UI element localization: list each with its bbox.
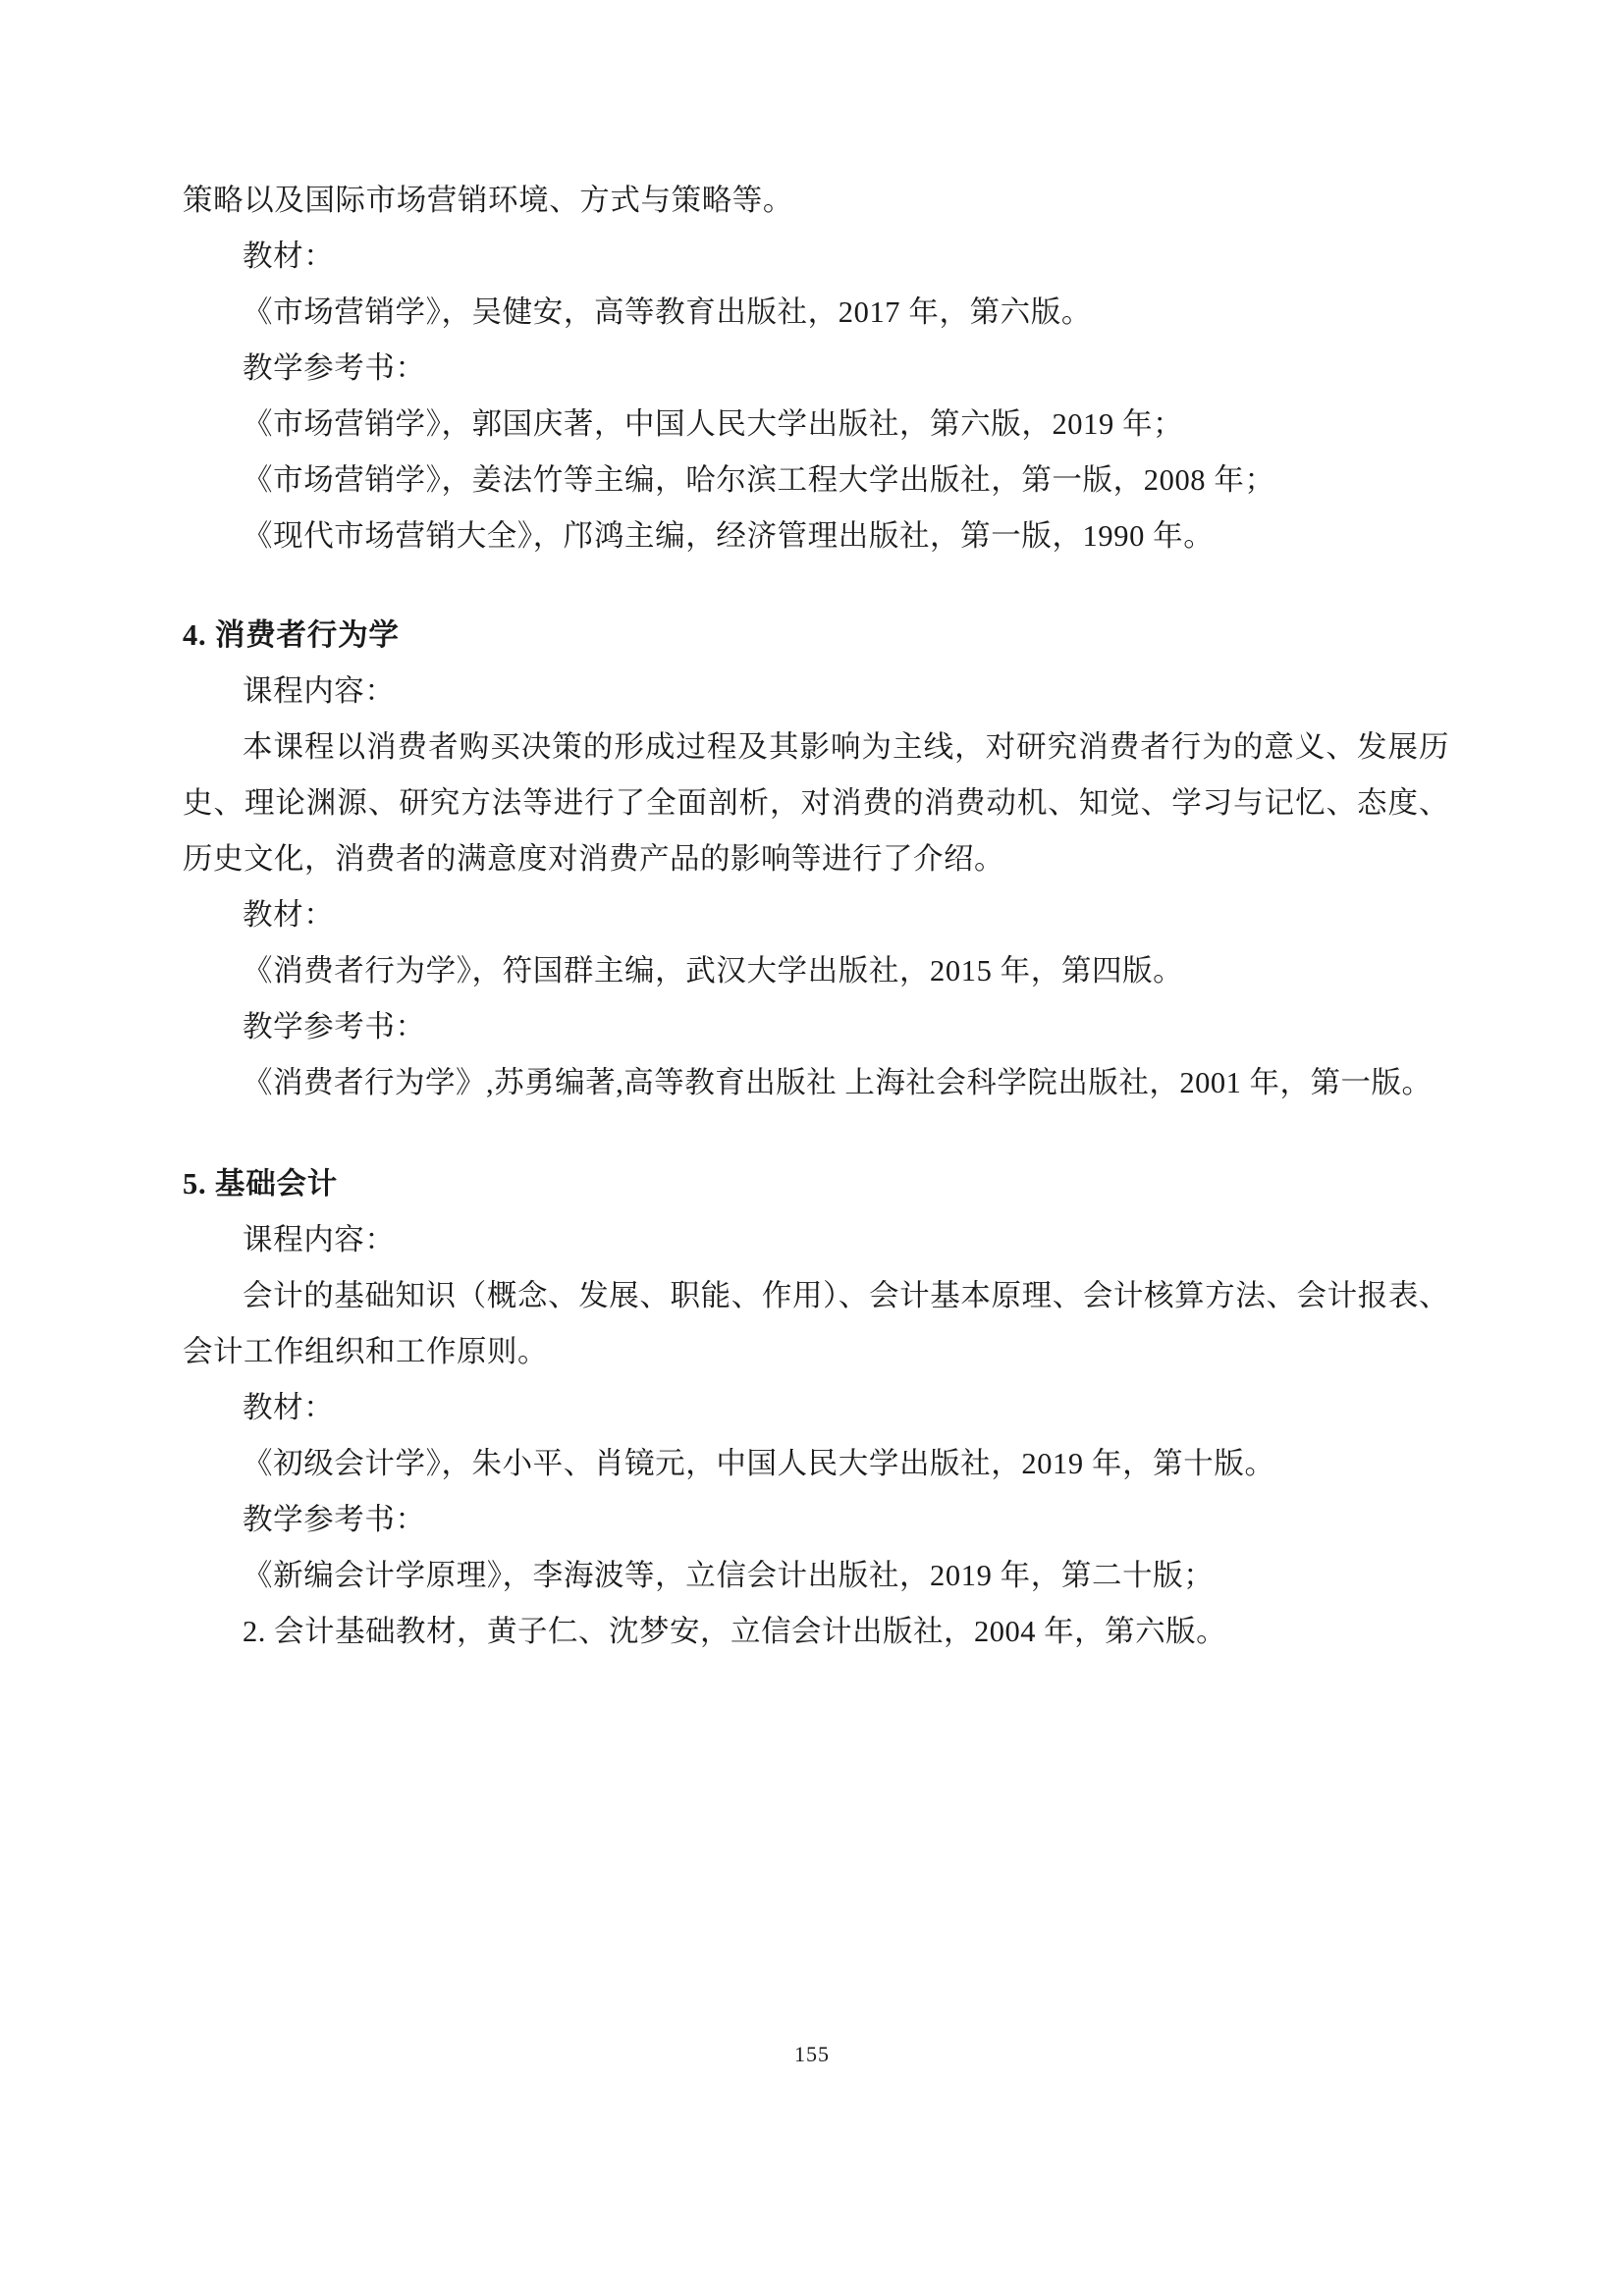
text-line: 课程内容： [243,1223,396,1256]
text-line: 教学参考书： [243,1503,426,1536]
text-line: 教材： [243,240,335,273]
document-body [183,173,1449,1660]
section-heading-5: 5. 基础会计 [183,1167,339,1201]
text-line: 《新编会计学原理》，李海波等，立信会计出版社，2019 年，第二十版； [243,1559,1215,1592]
paragraph: 《消费者行为学》,苏勇编著,高等教育出版社 上海社会科学院出版社，2001 年，第一版。 [243,1066,1433,1099]
text-line: 教材： [243,1391,335,1424]
paragraph: 本课程以消费者购买决策的形成过程及其影响为主线，对研究消费者行为的意义、发展历史、理论渊源、研究方法等进行了全面剖析，对消费的消费动机、知觉、学习与记忆、态度、历史文化，消费者的满意度对消费产品的影响等进行了介绍。 [183,730,1449,876]
text-line: 教学参考书： [243,1010,426,1043]
text-line: 《市场营销学》，姜法竹等主编，哈尔滨工程大学出版社，第一版，2008 年； [243,463,1275,497]
text-line: 《现代市场营销大全》，邝鸿主编，经济管理出版社，第一版，1990 年。 [243,519,1215,553]
text-line: 教材： [243,898,335,932]
section-heading-4: 4. 消费者行为学 [183,618,400,652]
text-line: 课程内容： [243,674,396,708]
text-line: 《消费者行为学》，符国群主编，武汉大学出版社，2015 年，第四版。 [243,954,1184,988]
text-line: 教学参考书： [243,351,426,385]
text-line: 《市场营销学》，郭国庆著，中国人民大学出版社，第六版，2019 年； [243,407,1184,441]
text-line: 策略以及国际市场营销环境、方式与策略等。 [183,184,793,217]
page-number: 155 [794,2042,830,2066]
text-line: 《初级会计学》，朱小平、肖镜元，中国人民大学出版社，2019 年，第十版。 [243,1447,1275,1480]
paragraph: 2. 会计基础教材，黄子仁、沈梦安，立信会计出版社，2004 年，第六版。 [243,1615,1227,1648]
paragraph: 会计的基础知识（概念、发展、职能、作用）、会计基本原理、会计核算方法、会计报表、会计工作组织和工作原则。 [183,1279,1449,1368]
text-line: 《市场营销学》，吴健安，高等教育出版社，2017 年，第六版。 [243,295,1092,329]
